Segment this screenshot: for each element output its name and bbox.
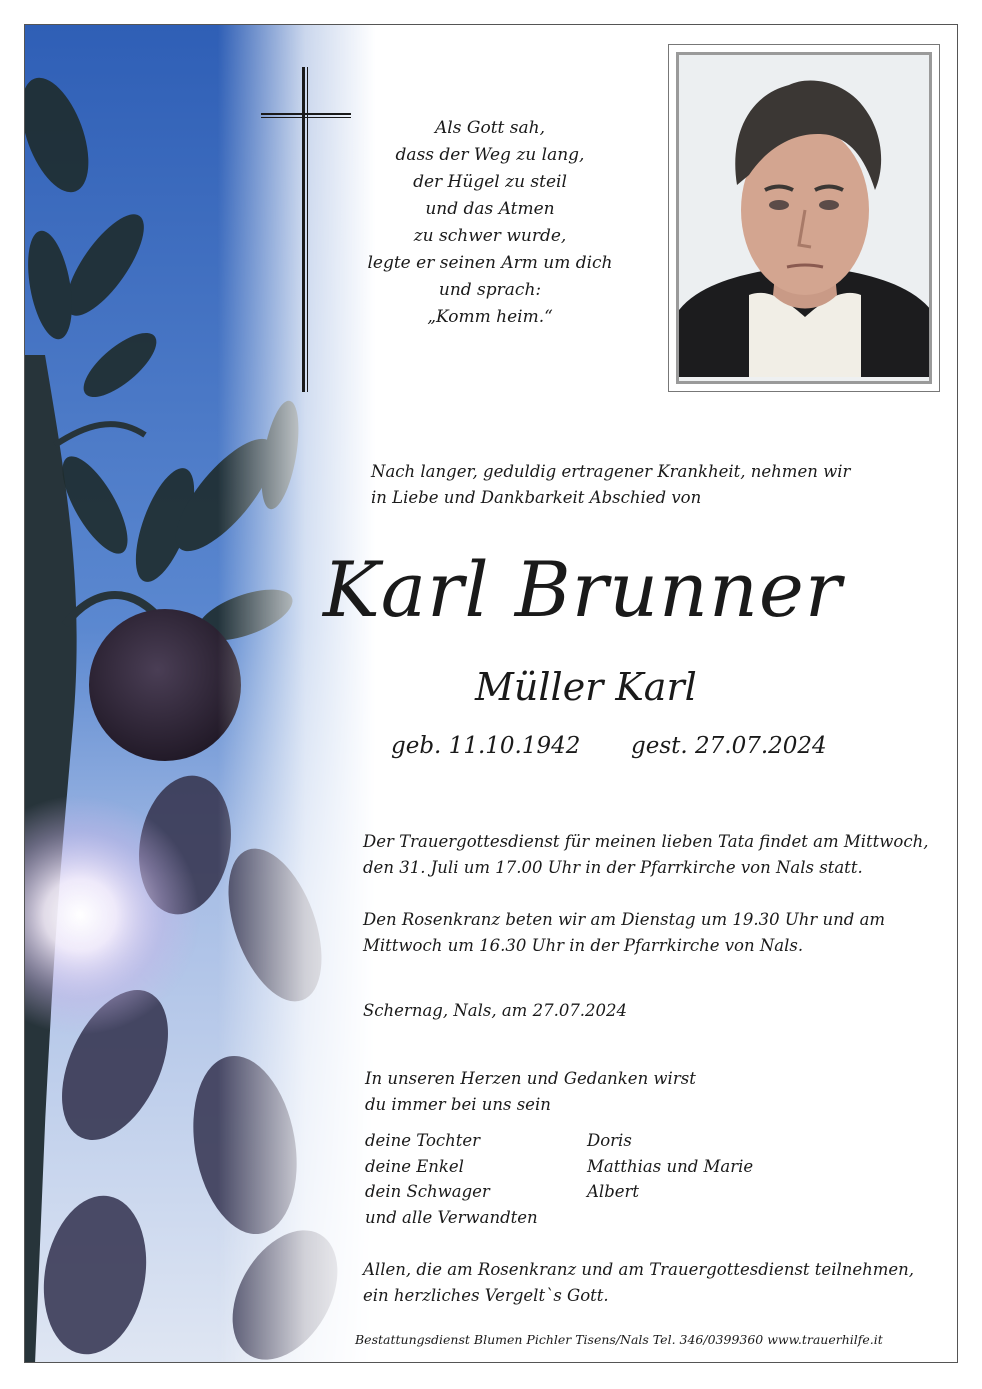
memorial-text: In unseren Herzen und Gedanken wirst [365, 1069, 696, 1088]
mourner-relation: dein Schwager [365, 1182, 490, 1201]
deceased-name: Karl Brunner [323, 545, 843, 634]
poem-line: der Hügel zu steil [413, 172, 567, 192]
place-date: Schernag, Nals, am 27.07.2024 [363, 1001, 628, 1020]
poem-line: und das Atmen [425, 199, 555, 219]
deceased-alias: Müller Karl [475, 665, 697, 709]
birth-date: geb. 11.10.1942 [391, 733, 581, 759]
intro-line: Nach langer, geduldig ertragener Krankheit, nehmen wir [371, 462, 851, 481]
memorial-text: du immer bei uns sein [365, 1095, 551, 1114]
thanks-text: Allen, die am Rosenkranz und am Trauergottesdienst teilnehmen, [363, 1260, 915, 1279]
poem-line: zu schwer wurde, [413, 226, 567, 246]
obituary-card [24, 24, 958, 1363]
portrait-photo [676, 52, 932, 384]
mourner-names: Matthias und Marie [587, 1157, 754, 1176]
intro-line: in Liebe und Dankbarkeit Abschied von [371, 488, 702, 507]
poem [355, 115, 625, 331]
poem-line: legte er seinen Arm um dich [367, 253, 613, 273]
rosary-info: Den Rosenkranz beten wir am Dienstag um 19.30 Uhr und am [363, 910, 886, 929]
mourner-names: Albert [587, 1182, 640, 1201]
mourner-names: Doris [587, 1131, 632, 1150]
mourner-relation: und alle Verwandten [365, 1208, 538, 1227]
rosary-info: Mittwoch um 16.30 Uhr in der Pfarrkirche von Nals. [363, 936, 804, 955]
portrait-frame [668, 44, 940, 392]
mourner-relation: deine Tochter [365, 1131, 481, 1150]
poem-line: dass der Weg zu lang, [395, 145, 585, 165]
poem-line: „Komm heim.“ [427, 307, 553, 327]
portrait-image [679, 55, 931, 377]
poem-line: und sprach: [438, 280, 542, 300]
thanks-text: ein herzliches Vergelt`s Gott. [363, 1286, 609, 1305]
funeral-service-footer: Bestattungsdienst Blumen Pichler Tisens/Nals Tel. 346/0399360 www.trauerhilfe.it [355, 1332, 883, 1347]
funeral-info: den 31. Juli um 17.00 Uhr in der Pfarrkirche von Nals statt. [363, 858, 863, 877]
poem-line: Als Gott sah, [435, 118, 545, 138]
death-date: gest. 27.07.2024 [631, 733, 827, 759]
cross-icon [261, 67, 351, 392]
mourner-relation: deine Enkel [365, 1157, 464, 1176]
funeral-info: Der Trauergottesdienst für meinen lieben Tata findet am Mittwoch, [363, 832, 929, 851]
